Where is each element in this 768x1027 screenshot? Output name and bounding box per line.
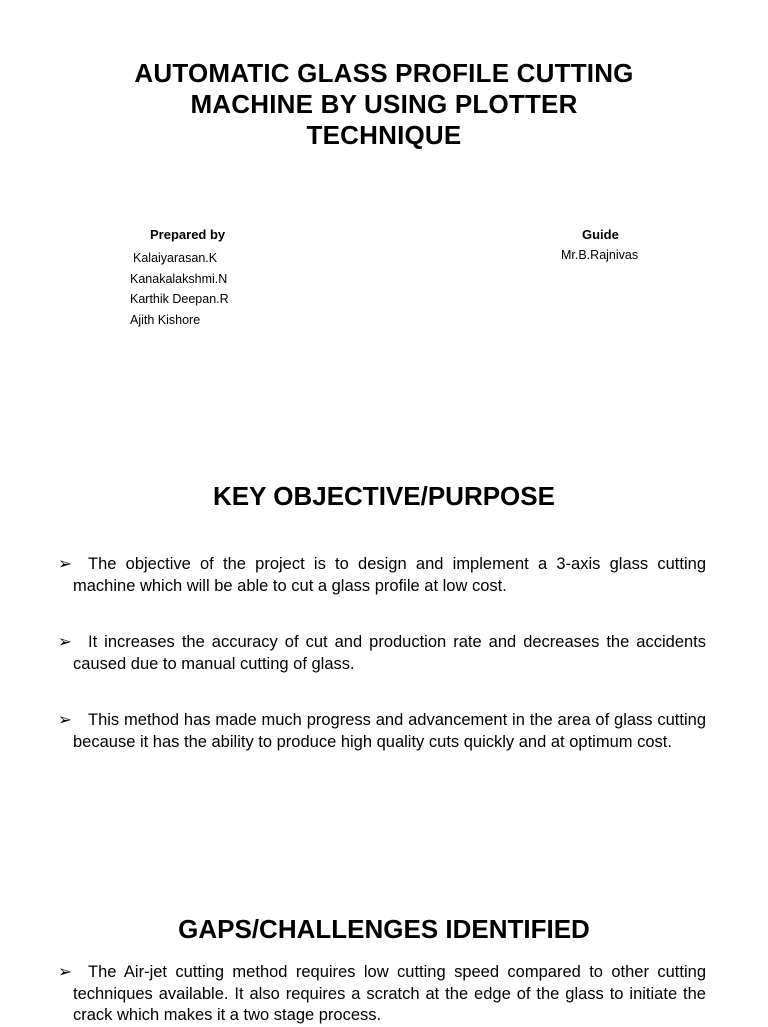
author-name: Karthik Deepan.R — [130, 292, 229, 306]
objective-bullet-1 — [58, 554, 706, 597]
author-name: Kanakalakshmi.N — [130, 271, 228, 286]
title-line-2: MACHINE BY USING PLOTTER — [190, 89, 578, 119]
guide-name: Mr.B.Rajnivas — [561, 248, 639, 262]
bullet-arrow-icon: ➢ — [58, 711, 72, 729]
bullet-text: It increases the accuracy of cut and production rate and decreases the accidents caused due to manual cutting of glass. — [73, 633, 706, 673]
gaps-heading: GAPS/CHALLENGES IDENTIFIED — [178, 914, 590, 944]
title-line-3: TECHNIQUE — [306, 120, 462, 150]
objective-bullet-2 — [58, 632, 706, 675]
objective-heading: KEY OBJECTIVE/PURPOSE — [213, 481, 555, 511]
bullet-text: The objective of the project is to design and implement a 3-axis glass cutting machine which will be able to cut a glass profile at low cost. — [73, 555, 706, 595]
guide-heading: Guide — [582, 227, 619, 242]
gaps-bullet-1 — [58, 962, 706, 1027]
title-line-1: AUTOMATIC GLASS PROFILE CUTTING — [134, 58, 634, 88]
bullet-text: This method has made much progress and advancement in the area of glass cutting because it has the ability to produce high quality cuts quickly and at optimum cost. — [73, 711, 706, 751]
author-list — [130, 248, 229, 330]
objective-bullet-3 — [58, 710, 706, 753]
document-title — [60, 58, 708, 151]
bullet-arrow-icon: ➢ — [58, 555, 72, 573]
bullet-text: The Air-jet cutting method requires low cutting speed compared to other cutting techniques available. It also requires a scratch at the edge of the glass to initiate the crack which makes it a two stage process. — [73, 963, 706, 1024]
author-name: Ajith Kishore — [130, 312, 201, 327]
prepared-by-heading: Prepared by — [150, 227, 226, 242]
bullet-arrow-icon: ➢ — [58, 963, 72, 981]
bullet-arrow-icon: ➢ — [58, 633, 72, 651]
author-name: Kalaiyarasan.K — [133, 251, 218, 265]
